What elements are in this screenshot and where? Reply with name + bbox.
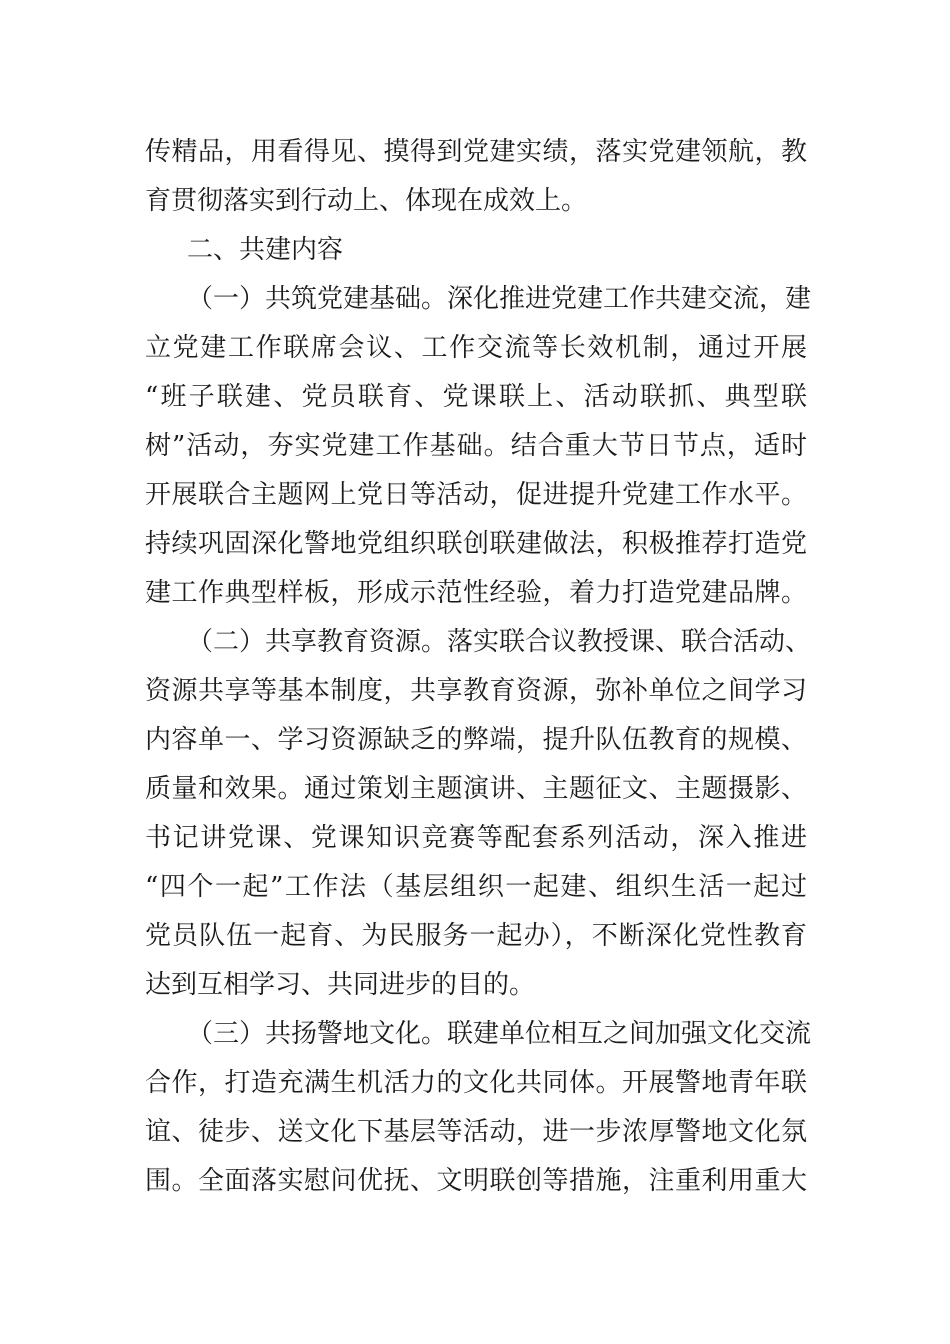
text-line: 党员队伍一起育、为民服务一起办），不断深化党性教育: [145, 921, 807, 951]
text-line: 开展联合主题网上党日等活动，促进提升党建工作水平。: [145, 480, 807, 510]
text-line: 质量和效果。通过策划主题演讲、主题征文、主题摄影、: [145, 774, 807, 804]
text-line: （二）共享教育资源。落实联合议教授课、联合活动、: [187, 627, 812, 657]
text-line: 达到互相学习、共同进步的目的。: [145, 970, 536, 1000]
text-line: 书记讲党课、党课知识竞赛等配套系列活动，深入推进: [145, 823, 807, 853]
text-line: 围。全面落实慰问优抚、文明联创等措施，注重利用重大: [145, 1166, 807, 1196]
text-line: 建工作典型样板，形成示范性经验，着力打造党建品牌。: [145, 578, 807, 608]
text-line: 内容单一、学习资源缺乏的弊端，提升队伍教育的规模、: [145, 725, 807, 755]
body-text: [145, 128, 812, 1206]
text-line: （一）共筑党建基础。深化推进党建工作共建交流，建: [187, 284, 812, 314]
text-line: 树”活动，夯实党建工作基础。结合重大节日节点，适时: [145, 431, 807, 461]
text-line: 二、共建内容: [187, 235, 344, 265]
text-line: 持续巩固深化警地党组织联创联建做法，积极推荐打造党: [145, 529, 807, 559]
text-line: 育贯彻落实到行动上、体现在成效上。: [145, 186, 588, 216]
text-line: 合作，打造充满生机活力的文化共同体。开展警地青年联: [145, 1068, 807, 1098]
text-line: 立党建工作联席会议、工作交流等长效机制，通过开展: [145, 333, 807, 363]
text-line: 传精品，用看得见、摸得到党建实绩，落实党建领航，教: [145, 137, 807, 167]
text-line: 谊、徒步、送文化下基层等活动，进一步浓厚警地文化氛: [145, 1117, 807, 1147]
text-line: 资源共享等基本制度，共享教育资源，弥补单位之间学习: [145, 676, 807, 706]
text-line: “四个一起”工作法（基层组织一起建、组织生活一起过: [145, 872, 807, 902]
text-line: （三）共扬警地文化。联建单位相互之间加强文化交流: [187, 1019, 812, 1049]
text-line: “班子联建、党员联育、党课联上、活动联抓、典型联: [145, 382, 807, 412]
